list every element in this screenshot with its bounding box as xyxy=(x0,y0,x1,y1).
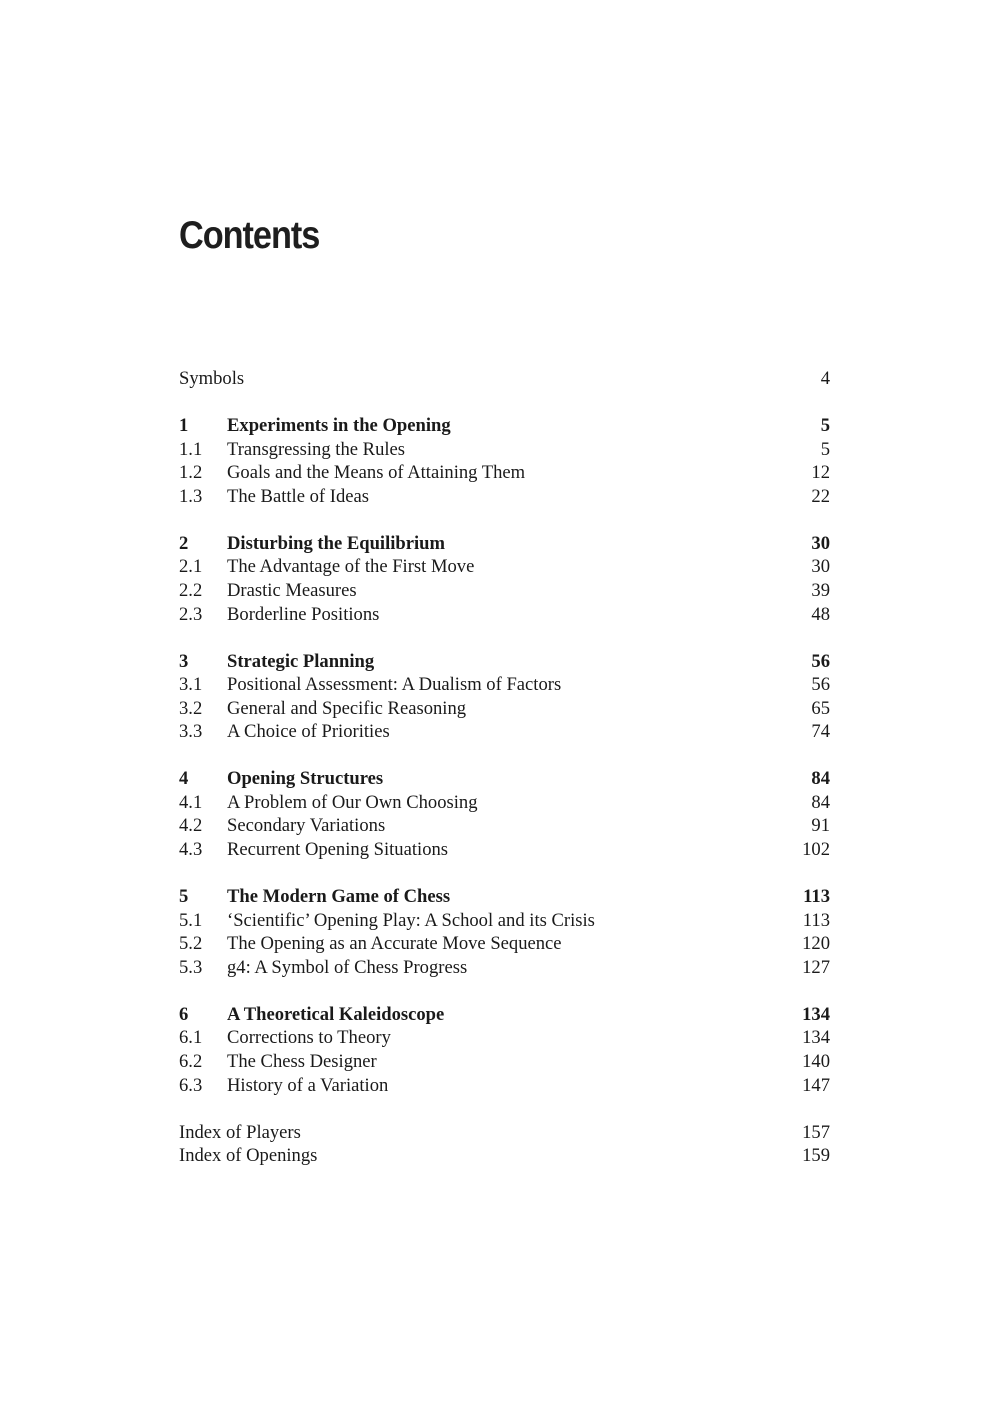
page-number: 56 xyxy=(811,650,830,672)
toc-chapter-4 xyxy=(179,767,830,791)
page-number: 140 xyxy=(802,1051,830,1072)
chapter-title: Opening Structures xyxy=(227,768,384,790)
page-number: 5 xyxy=(820,438,830,460)
toc-chapter-6 xyxy=(179,1003,830,1027)
toc-spacer xyxy=(179,508,830,531)
chapter-number: 2 xyxy=(179,532,189,554)
chapter-number: 5 xyxy=(179,886,189,908)
chapter-number: 1 xyxy=(179,414,189,436)
chapter-title: Experiments in the Opening xyxy=(227,414,451,436)
page-number: 30 xyxy=(811,532,830,554)
section-number: 1.2 xyxy=(179,462,203,484)
section-number: 5.3 xyxy=(179,956,203,978)
page-number: 159 xyxy=(802,1145,830,1167)
page-number: 4 xyxy=(820,368,830,389)
page-number: 12 xyxy=(811,462,830,484)
toc-section-4-1 xyxy=(179,791,830,815)
section-number: 1.3 xyxy=(179,485,203,507)
section-title: Drastic Measures xyxy=(227,579,357,601)
chapter-title: Disturbing the Equilibrium xyxy=(227,532,446,554)
section-title: A Choice of Priorities xyxy=(227,721,390,743)
section-number: 4.1 xyxy=(179,791,203,813)
toc-section-2-2 xyxy=(179,579,830,603)
chapter-number: 3 xyxy=(179,650,189,672)
toc-section-6-2 xyxy=(179,1050,830,1074)
entry-label: Index of Players xyxy=(179,1121,301,1143)
section-number: 2.1 xyxy=(179,556,203,578)
page-title: Contents xyxy=(179,214,320,257)
page-number: 56 xyxy=(811,674,830,696)
section-number: 3.1 xyxy=(179,674,203,696)
toc-spacer xyxy=(179,979,830,1002)
section-title: Secondary Variations xyxy=(227,815,386,837)
entry-label: Index of Openings xyxy=(179,1145,318,1167)
page-number: 113 xyxy=(802,909,830,931)
toc-section-1-3 xyxy=(179,485,830,509)
section-title: General and Specific Reasoning xyxy=(227,697,467,719)
page-number: 127 xyxy=(802,956,830,978)
section-title: A Problem of Our Own Choosing xyxy=(227,791,478,813)
toc-section-2-1 xyxy=(179,555,830,579)
table-of-contents xyxy=(179,367,830,1168)
toc-chapter-1 xyxy=(179,414,830,438)
page-number: 84 xyxy=(811,768,830,790)
toc-spacer xyxy=(179,626,830,649)
toc-section-5-2 xyxy=(179,932,830,956)
page-number: 74 xyxy=(811,721,830,743)
page-number: 157 xyxy=(802,1121,830,1143)
section-number: 3.3 xyxy=(179,721,203,743)
page-number: 5 xyxy=(820,414,830,436)
toc-spacer xyxy=(179,1097,830,1120)
page-number: 134 xyxy=(802,1027,830,1049)
section-title: Borderline Positions xyxy=(227,603,380,625)
section-title: Goals and the Means of Attaining Them xyxy=(227,462,526,484)
page-number: 22 xyxy=(811,485,830,507)
toc-chapter-2 xyxy=(179,532,830,556)
page-number: 113 xyxy=(803,886,830,908)
page-number: 84 xyxy=(811,791,830,813)
section-number: 6.2 xyxy=(179,1051,203,1072)
section-title: The Battle of Ideas xyxy=(227,485,369,507)
toc-section-6-3 xyxy=(179,1074,830,1098)
toc-section-1-1 xyxy=(179,438,830,462)
toc-section-1-2 xyxy=(179,461,830,485)
section-number: 6.3 xyxy=(179,1074,203,1096)
section-number: 2.2 xyxy=(179,579,203,601)
section-title: Corrections to Theory xyxy=(227,1027,391,1049)
toc-entry-front xyxy=(179,367,830,391)
section-title: Positional Assessment: A Dualism of Factors xyxy=(227,674,562,696)
chapter-number: 6 xyxy=(179,1003,189,1025)
page-number: 48 xyxy=(811,603,830,625)
page-number: 39 xyxy=(811,579,830,601)
toc-section-6-1 xyxy=(179,1026,830,1050)
page-number: 120 xyxy=(802,933,830,955)
toc-section-5-3 xyxy=(179,956,830,980)
toc-chapter-5 xyxy=(179,885,830,909)
page-number: 147 xyxy=(802,1074,830,1096)
toc-section-5-1 xyxy=(179,909,830,933)
section-number: 5.1 xyxy=(179,909,203,931)
section-number: 2.3 xyxy=(179,603,203,625)
section-title: History of a Variation xyxy=(227,1074,389,1096)
toc-spacer xyxy=(179,391,830,414)
chapter-title: Strategic Planning xyxy=(227,650,375,672)
section-title: The Chess Designer xyxy=(227,1051,377,1072)
entry-label: Symbols xyxy=(179,368,245,389)
section-title: Recurrent Opening Situations xyxy=(227,839,449,861)
page-number: 102 xyxy=(802,839,830,861)
chapter-number: 4 xyxy=(179,768,189,790)
toc-chapter-3 xyxy=(179,650,830,674)
section-title: Transgressing the Rules xyxy=(227,438,406,460)
section-title: The Opening as an Accurate Move Sequence xyxy=(227,933,562,955)
section-number: 6.1 xyxy=(179,1027,203,1049)
section-number: 5.2 xyxy=(179,933,203,955)
section-title: The Advantage of the First Move xyxy=(227,556,475,578)
section-title: ‘Scientific’ Opening Play: A School and its Crisis xyxy=(227,909,595,931)
toc-section-4-2 xyxy=(179,814,830,838)
toc-section-2-3 xyxy=(179,603,830,627)
page-number: 134 xyxy=(802,1003,830,1025)
toc-section-3-3 xyxy=(179,720,830,744)
page-number: 65 xyxy=(811,697,830,719)
toc-section-4-3 xyxy=(179,838,830,862)
section-number: 4.2 xyxy=(179,815,203,837)
chapter-title: A Theoretical Kaleidoscope xyxy=(227,1003,445,1025)
toc-entry-back xyxy=(179,1121,830,1145)
section-title: g4: A Symbol of Chess Progress xyxy=(227,956,468,978)
section-number: 4.3 xyxy=(179,839,203,861)
chapter-title: The Modern Game of Chess xyxy=(227,886,451,908)
toc-section-3-1 xyxy=(179,673,830,697)
page-number: 30 xyxy=(811,556,830,578)
section-number: 3.2 xyxy=(179,697,203,719)
toc-entry-back xyxy=(179,1144,830,1168)
page-number: 91 xyxy=(811,815,830,837)
toc-section-3-2 xyxy=(179,697,830,721)
toc-spacer xyxy=(179,744,830,767)
toc-spacer xyxy=(179,862,830,885)
section-number: 1.1 xyxy=(179,438,203,460)
